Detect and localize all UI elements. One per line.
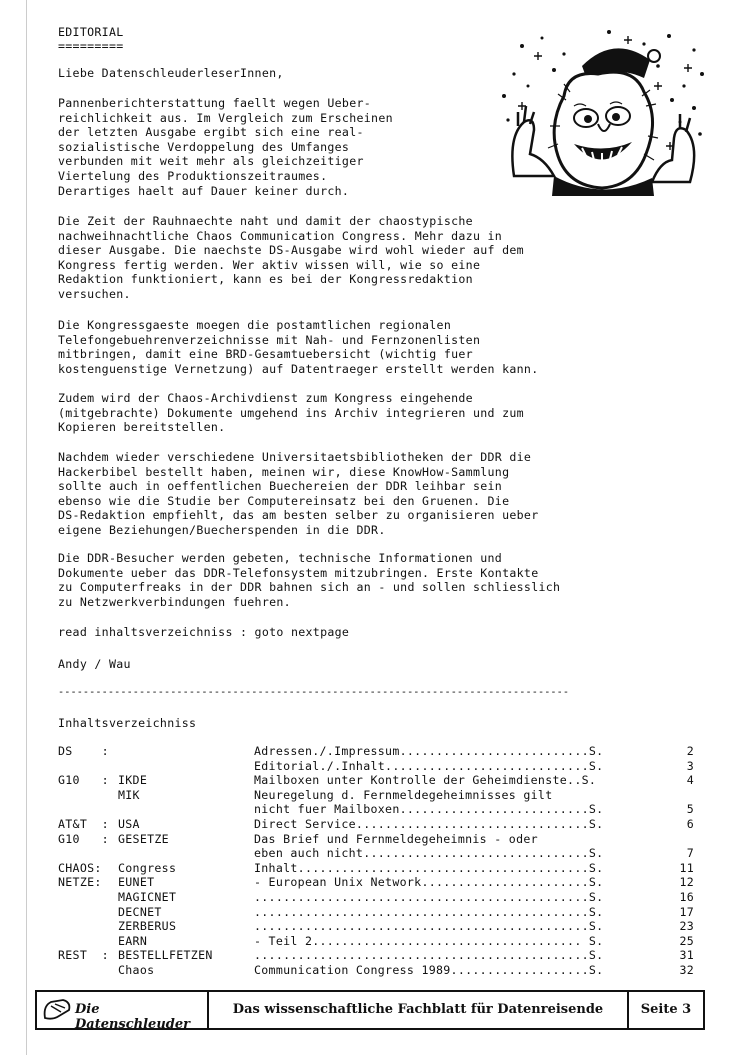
toc-page-number: 23 bbox=[679, 919, 694, 934]
footer-tagline: Das wissenschaftliche Fachblatt für Datenreisende bbox=[209, 992, 629, 1028]
toc-heading: Inhaltsverzeichniss bbox=[58, 716, 197, 730]
salutation: Liebe DatenschleuderleserInnen, bbox=[58, 66, 284, 80]
toc-subsection: DECNET bbox=[118, 904, 162, 919]
table-of-contents bbox=[58, 744, 698, 978]
toc-row bbox=[58, 934, 698, 949]
toc-title: Adressen./.Impressum..........................S. bbox=[254, 744, 604, 758]
toc-subsection: IKDE bbox=[118, 773, 148, 788]
toc-row bbox=[58, 875, 698, 890]
toc-page-number: 7 bbox=[686, 846, 694, 861]
toc-subsection: BESTELLFETZEN bbox=[118, 948, 213, 963]
toc-page-number: 6 bbox=[686, 816, 694, 831]
paragraph-1: Pannenberichterstattung faellt wegen Ueber- reichlichkeit aus. Im Vergleich zum Erscheinen der letzten Ausgabe ergibt sich eine real- sozialistische Verdoppelung des Umfanges verbunden mit weit mehr als gleichzeitiger Viertelung des Produktionszeitraumes. Derartiges haelt auf Dauer keiner durch. bbox=[58, 96, 393, 198]
toc-row bbox=[58, 948, 698, 963]
toc-title: ..............................................S. bbox=[254, 889, 604, 904]
toc-page-number: 16 bbox=[679, 889, 694, 904]
toc-subsection: EARN bbox=[118, 933, 148, 948]
author-signature: Andy / Wau bbox=[58, 657, 131, 671]
paragraph-3: Die Kongressgaeste moegen die postamtlichen regionalen Telefongebuehrenverzeichnisse mit Nah- und Fernzonenlisten mitbringen, damit eine BRD-Gesamtuebersicht (wichtig fuer kostenguenstige Vernetzung) auf Datentraeger erstellt werden kann. bbox=[58, 318, 539, 376]
toc-title: Communication Congress 1989...................S. bbox=[254, 962, 604, 977]
toc-title: Das Brief und Fernmeldegeheimnis - oder bbox=[254, 831, 538, 846]
divider-line: ---------------------------------------------------------------------------------- bbox=[58, 687, 570, 698]
toc-subsection: MIK bbox=[118, 787, 140, 802]
toc-page-number: 4 bbox=[686, 773, 694, 788]
toc-row bbox=[58, 846, 698, 861]
toc-subsection: GESETZE bbox=[118, 831, 169, 846]
toc-page-number: 12 bbox=[679, 875, 694, 890]
toc-title: Mailboxen unter Kontrolle der Geheimdienste..S. bbox=[254, 773, 597, 788]
toc-subsection: Congress bbox=[118, 860, 177, 875]
toc-row bbox=[58, 773, 698, 788]
toc-section: REST : bbox=[58, 948, 109, 963]
toc-row bbox=[58, 861, 698, 876]
page-number: Seite 3 bbox=[640, 1002, 692, 1017]
toc-title: Inhalt........................................S. bbox=[254, 860, 604, 875]
toc-section: NETZE: bbox=[58, 875, 102, 890]
footer-banner bbox=[35, 990, 705, 1030]
toc-page-number: 5 bbox=[686, 802, 694, 817]
toc-row bbox=[58, 832, 698, 847]
toc-title: eben auch nicht...............................S. bbox=[254, 846, 604, 861]
toc-title: Direct Service................................S. bbox=[254, 816, 604, 831]
toc-row bbox=[58, 817, 698, 832]
toc-row bbox=[58, 788, 698, 803]
toc-row bbox=[58, 759, 698, 774]
paragraph-7: read inhaltsverzeichniss : goto nextpage bbox=[58, 625, 350, 639]
page-title: EDITORIAL bbox=[58, 25, 124, 39]
slingshot-icon bbox=[41, 996, 73, 1024]
toc-subsection: EUNET bbox=[118, 875, 155, 890]
toc-title: Editorial./.Inhalt............................S. bbox=[254, 758, 604, 773]
toc-title: ..............................................S. bbox=[254, 904, 604, 919]
paragraph-2: Die Zeit der Rauhnaechte naht und damit der chaostypische nachweihnachtliche Chaos Communication Congress. Mehr dazu in dieser Ausgabe. Die naechste DS-Ausgabe wird wohl wieder auf dem Kongress fertig werden. Wer aktiv wissen will, wie so eine Redaktion funktioniert, kann es bei der Kongressredaktion versuchen. bbox=[58, 214, 524, 301]
toc-page-number: 11 bbox=[679, 860, 694, 875]
toc-section: AT&T : bbox=[58, 816, 109, 831]
toc-section: G10 : bbox=[58, 773, 109, 788]
toc-section: G10 : bbox=[58, 831, 109, 846]
toc-title: - Teil 2..................................... S. bbox=[254, 933, 604, 948]
toc-row bbox=[58, 905, 698, 920]
toc-row bbox=[58, 890, 698, 905]
scan-edge-line bbox=[26, 0, 27, 1055]
title-underline: ========= bbox=[58, 39, 124, 53]
toc-row bbox=[58, 802, 698, 817]
toc-title: ..............................................S. bbox=[254, 948, 604, 963]
datenschleuder-logo bbox=[37, 992, 209, 1032]
paragraph-6: Die DDR-Besucher werden gebeten, technische Informationen und Dokumente ueber das DDR-Telefonsystem mitzubringen. Erste Kontakte zu Computerfreaks in der DDR bahnen sich an - und sollen schliesslich zu Netzwerkverbindungen fuehren. bbox=[58, 551, 561, 609]
toc-title: ..............................................S. bbox=[254, 919, 604, 934]
toc-page-number: 31 bbox=[679, 948, 694, 963]
toc-title: Neuregelung d. Fernmeldegeheimnisses gilt bbox=[254, 787, 553, 802]
paragraph-5: Nachdem wieder verschiedene Universitaetsbibliotheken der DDR die Hackerbibel bestellt haben, meinen wir, diese KnowHow-Sammlung sollte auch in oeffentlichen Buechereien der DDR leihbar sein ebenso wie die Studie ber Computereinsatz bei den Gruenen. Die DS-Redaktion empfiehlt, das am besten selber zu organisieren ueber eigene Beziehungen/Buecherspenden in die DDR. bbox=[58, 450, 539, 537]
toc-subsection: MAGICNET bbox=[118, 889, 177, 904]
toc-page-number: 3 bbox=[686, 758, 694, 773]
toc-page-number: 32 bbox=[679, 962, 694, 977]
toc-subsection: USA bbox=[118, 816, 140, 831]
toc-row bbox=[58, 919, 698, 934]
toc-page-number: 2 bbox=[686, 744, 694, 758]
toc-section: DS : bbox=[58, 744, 109, 758]
logo-text: Die Datenschleuder bbox=[75, 1002, 190, 1032]
toc-page-number: 25 bbox=[679, 933, 694, 948]
paragraph-4: Zudem wird der Chaos-Archivdienst zum Kongress eingehende (mitgebrachte) Dokumente umgehend ins Archiv integrieren und zum Kopieren bereitstellen. bbox=[58, 391, 524, 435]
toc-row bbox=[58, 963, 698, 978]
toc-subsection: Chaos bbox=[118, 962, 155, 977]
toc-row bbox=[58, 744, 698, 759]
toc-title: nicht fuer Mailboxen..........................S. bbox=[254, 802, 604, 817]
toc-subsection: ZERBERUS bbox=[118, 919, 177, 934]
toc-section: CHAOS: bbox=[58, 860, 102, 875]
toc-title: - European Unix Network.......................S. bbox=[254, 875, 604, 890]
chaos-mascot-illustration bbox=[494, 26, 712, 196]
toc-page-number: 17 bbox=[679, 904, 694, 919]
